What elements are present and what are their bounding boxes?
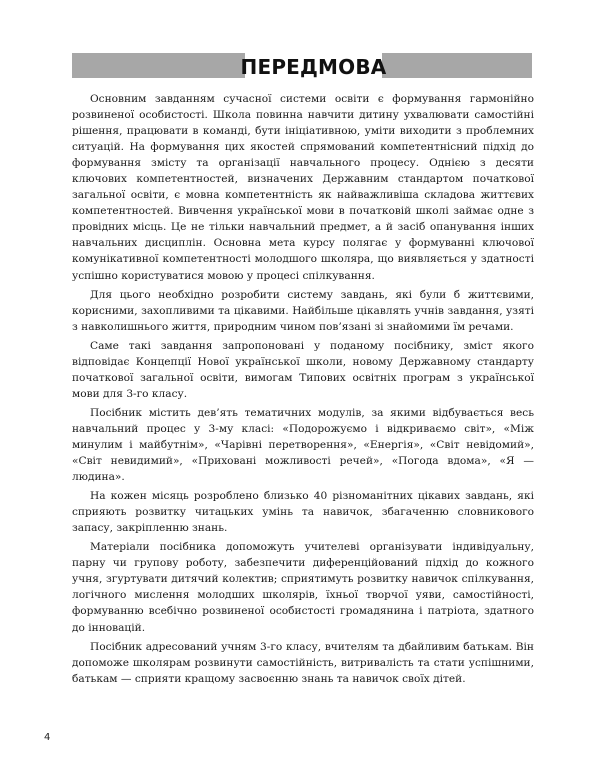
paragraph: Матеріали посібника допоможуть учителеві організувати індивідуальну, парну чи групову роботу, забезпечити диференційований підхід до кожного учня, згуртувати дитячий колектив; сприятимуть розвитку навичок спілкування, логічного мислення молодших школярів, їхньої творчої уяви, самостійності, формуванню всебічно розвиненої особистості громадянина і патріота, здатного до інновацій. [72,541,534,634]
title-box [240,50,387,83]
paragraph: Для цього необхідно розробити систему завдань, які були б життєвими, корисними, захопливими та цікавими. Найбільше цікавлять учнів завдання, узяті з навколишнього життя, природним чином пов’язані зі знайомими їм речами. [72,288,534,333]
paragraph: На кожен місяць розроблено близько 40 різноманітних цікавих завдань, які сприяють розвитку читацьких умінь та навичок, збагаченню словникового запасу, закріпленню знань. [72,490,534,535]
preface-text [72,91,534,690]
paragraph: Посібник містить дев’ять тематичних модулів, за якими відбувається весь навчальний процес у 3-му класі: «Подорожуємо і відкриваємо світ», «Між минулим і майбутнім», «Чарівні перетворення», «Енергія», «Світ невідомий», «Світ невидимий», «Приховані можливості речей», «Погода вдома», «Я — людина». [72,406,534,484]
page-title: ПЕРЕДМОВА [240,54,387,79]
paragraph: Саме такі завдання запропоновані у поданому посібнику, зміст якого відповідає Концепції Нової української школи, новому Державному стандарту початкової загальної освіти, вимогам Типових освітніх програм з української мови для 3-го класу. [72,339,534,400]
paragraph: Посібник адресований учням 3-го класу, вчителям та дбайливим батькам. Він допоможе школярам розвинути самостійність, витривалість та стати успішними, батькам — сприяти кращому засвоєнню знань та навичок своїх дітей. [72,640,534,685]
paragraph: Основним завданням сучасної системи освіти є формування гармонійно розвиненої особистості. Школа повинна навчити дитину ухвалювати самостійні рішення, працювати в команді, бути ініціативною, уміти виходити з проблемних ситуацій. На формування цих якостей спрямований компетентнісний підхід до формування змісту та організації навчального процесу. Однією з десяти ключових компетентностей, визначених Державним стандартом початкової загальної освіти, є мовна компетентність як найважливіша складова життєвих компетентностей. Вивчення української мови в початковій школі займає одне з провідних місць. Це не тільки навчальний предмет, а й засіб опанування інших навчальних дисциплін. Основна мета курсу полягає у формуванні ключової комунікативної компетентності молодшого школяра, що виявляється у здатності успішно користуватися мовою у процесі спілкування. [72,93,534,282]
page-number: 4 [44,732,51,743]
